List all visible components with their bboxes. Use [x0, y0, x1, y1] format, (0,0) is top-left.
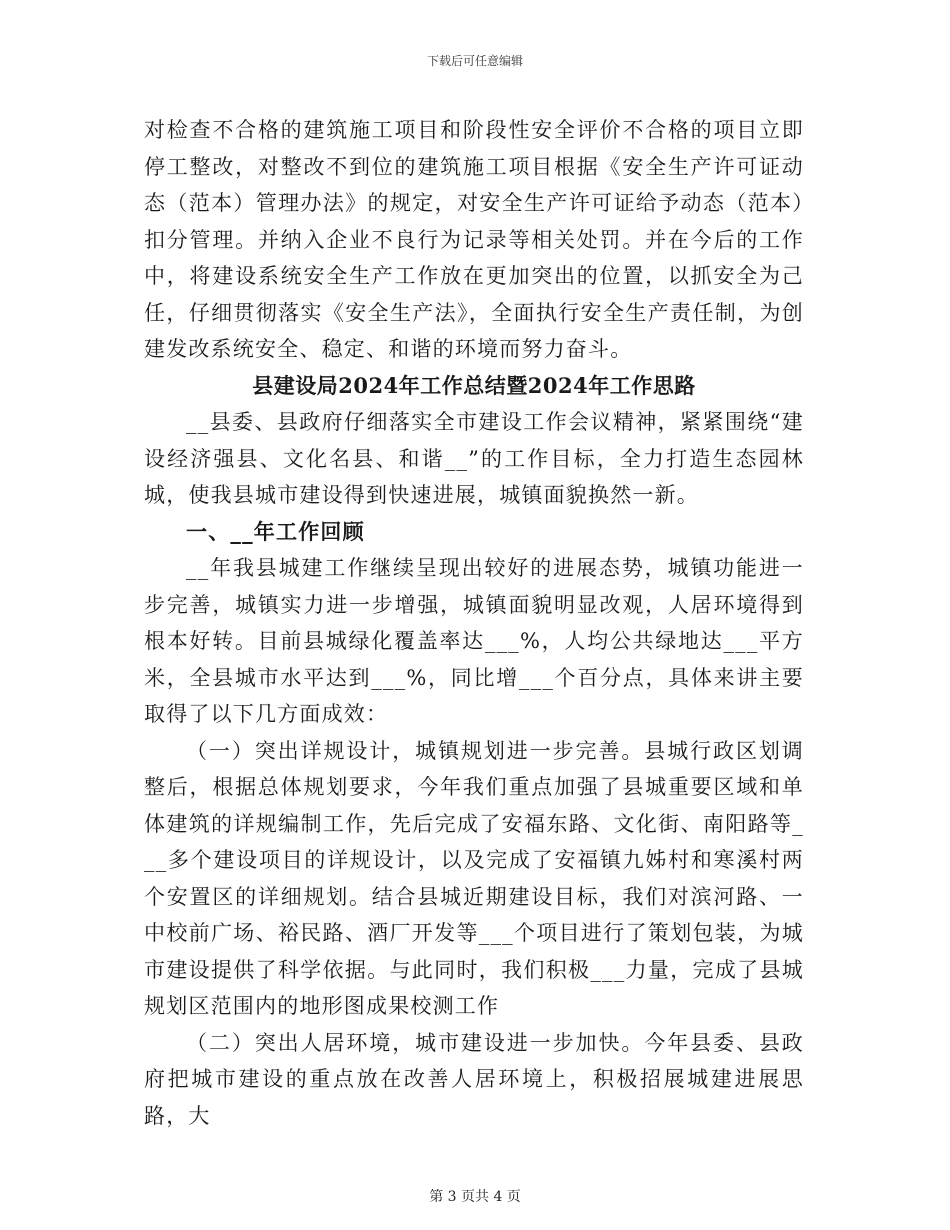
paragraph-2: __年我县城建工作继续呈现出较好的进展态势，城镇功能进一步完善，城镇实力进一步增强，城镇面貌明显改观，人居环境得到根本好转。目前县城绿化覆盖率达___%，人均公共绿地达___平方米，全县城市水平达到___%，同比增___个百分点，具体来讲主要取得了以下几方面成效：: [144, 556, 804, 726]
paragraph-3: （一）突出详规设计，城镇规划进一步完善。县城行政区划调整后，根据总体规划要求，今年我们重点加强了县城重要区域和单体建筑的详规编制工作，先后完成了安福东路、文化街、南阳路等___多个建设项目的详规设计，以及完成了安福镇九姊村和寒溪村两个安置区的详细规划。结合县城近期建设目标，我们对滨河路、一中校前广场、裕民路、酒厂开发等___个项目进行了策划包装，为城市建设提供了科学依据。与此同时，我们积极___力量，完成了县城规划区范围内的地形图成果校测工作: [144, 738, 804, 1018]
document-title: 县建设局2024年工作总结暨2024年工作思路: [252, 372, 696, 398]
section-heading-1: 一、__年工作回顾: [186, 518, 365, 544]
intro-paragraph: 对检查不合格的建筑施工项目和阶段性安全评价不合格的项目立即停工整改，对整改不到位的建筑施工项目根据《安全生产许可证动态（范本）管理办法》的规定，对安全生产许可证给予动态（范本）扣分管理。并纳入企业不良行为记录等相关处罚。并在今后的工作中，将建设系统安全生产工作放在更加突出的位置，以抓安全为己任，仔细贯彻落实《安全生产法》，全面执行安全生产责任制，为创建发改系统安全、稳定、和谐的环境而努力奋斗。: [144, 118, 804, 361]
page-header: 下载后可任意编辑: [426, 54, 523, 68]
document-body: [144, 112, 804, 1134]
page-footer: 第 3 页共 4 页: [429, 1189, 521, 1205]
paragraph-4: （二）突出人居环境，城市建设进一步加快。今年县委、县政府把城市建设的重点放在改善人居环境上，积极招展城建进展思路，大: [144, 1030, 804, 1128]
paragraph-1: __县委、县政府仔细落实全市建设工作会议精神，紧紧围绕“建设经济强县、文化名县、和谐__”的工作目标，全力打造生态园林城，使我县城市建设得到快速进展，城镇面貌换然一新。: [144, 410, 804, 507]
